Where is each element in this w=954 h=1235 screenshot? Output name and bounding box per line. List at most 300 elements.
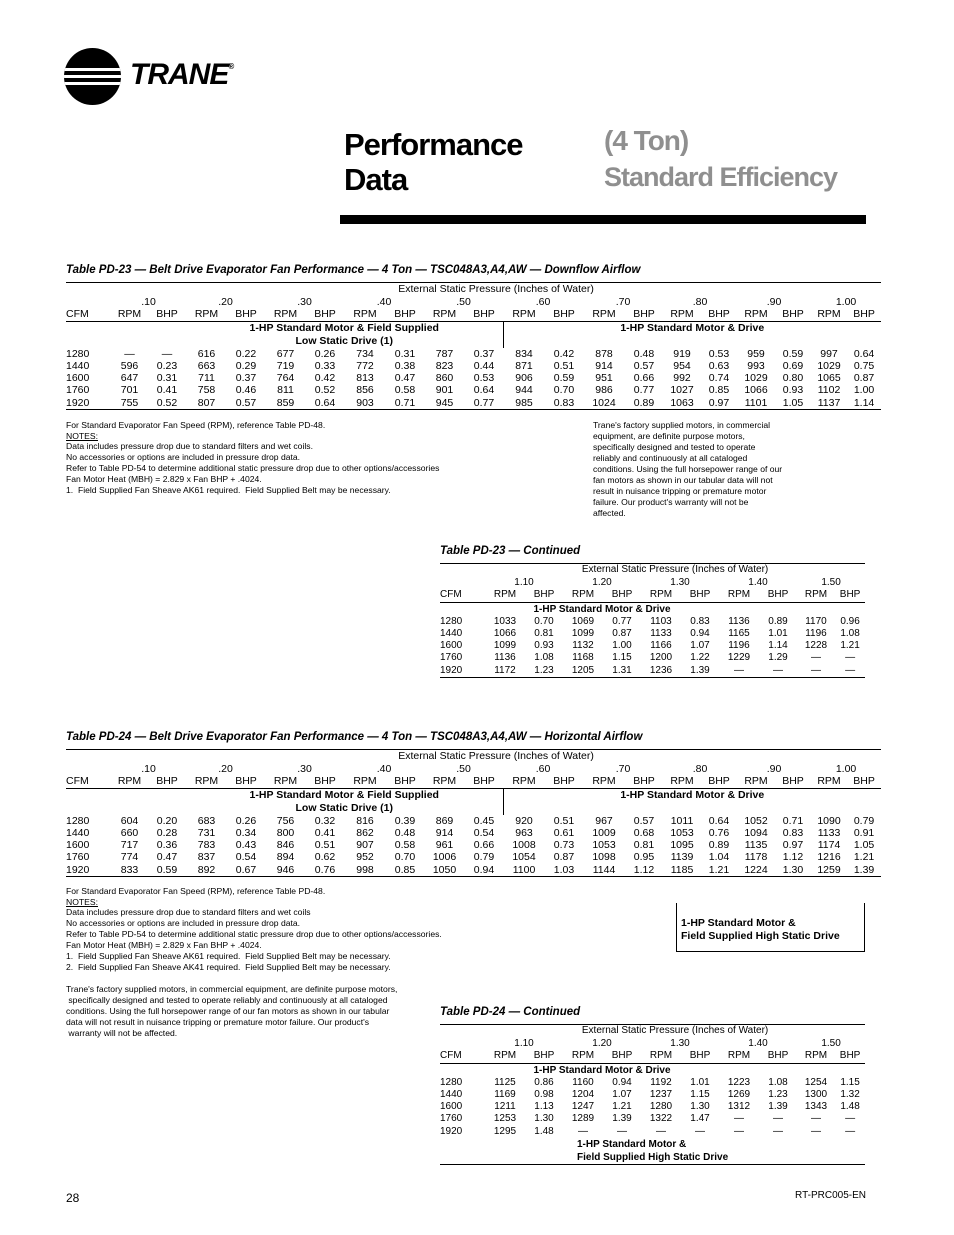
bhp-value: 1.00 [853, 384, 875, 397]
pressure-label: .70 [615, 762, 631, 775]
rpm-value: 616 [197, 347, 216, 360]
bhp-value: 0.77 [465, 397, 503, 410]
rpm-value: — [811, 652, 821, 664]
table-pd23 [66, 282, 881, 410]
rpm-value: 878 [595, 347, 613, 360]
bhp-value: 1.32 [840, 1088, 860, 1100]
rpm-value: 862 [356, 826, 374, 839]
rpm-value: 756 [276, 814, 295, 827]
notes-intro: For Standard Evaporator Fan Speed (RPM), reference Table PD-48. [66, 420, 326, 430]
bhp-value: 1.48 [534, 1125, 554, 1137]
rpm-value: 1160 [572, 1076, 594, 1088]
bhp-value: 0.59 [148, 864, 186, 877]
table-pd24-cont-grid [440, 1024, 865, 1165]
rpm-value: 952 [356, 851, 374, 864]
cfm-value: 1280 [440, 615, 463, 627]
bhp-header: BHP [701, 308, 737, 321]
data-row [66, 827, 881, 839]
pressure-row [66, 763, 881, 776]
bhp-value: 0.89 [625, 397, 663, 410]
rpm-value: 683 [197, 814, 216, 827]
rpm-value: 772 [356, 359, 374, 372]
bhp-value: 1.48 [840, 1101, 860, 1113]
cfm-value: 1280 [66, 347, 90, 360]
rpm-header: RPM [111, 775, 148, 788]
bhp-value: — [161, 347, 173, 360]
rpm-value: — [578, 1125, 588, 1137]
bhp-value: — [759, 665, 797, 678]
rpm-value: 719 [276, 359, 295, 372]
bhp-value: 0.87 [853, 372, 875, 385]
rpm-value: 945 [424, 397, 465, 410]
data-row [66, 348, 881, 360]
drive-band-row [66, 802, 881, 815]
bhp-value: 0.52 [148, 397, 186, 410]
bhp-value: 0.57 [227, 397, 265, 410]
rpm-value: 907 [356, 839, 374, 852]
rpm-value: 1132 [572, 640, 594, 652]
cfm-value: 1440 [440, 1088, 463, 1100]
blank-cell [440, 1063, 485, 1077]
rpm-value: 1312 [727, 1101, 751, 1113]
rpm-value: 860 [435, 372, 454, 385]
esp-header-row [66, 283, 881, 296]
rpm-value: 660 [120, 826, 139, 839]
rpm-value: 1069 [571, 615, 595, 627]
pressure-label: 1.30 [670, 1037, 690, 1049]
bhp-value: 1.03 [545, 864, 583, 877]
pressure-label: .40 [376, 762, 392, 775]
rpm-value: 1165 [728, 627, 750, 639]
table-pd24-cont [440, 1024, 865, 1165]
drive-band-row [440, 1138, 865, 1151]
rpm-value: 1229 [727, 652, 751, 664]
pressure-label: .10 [141, 762, 156, 775]
rpm-header: RPM [797, 589, 835, 602]
bhp-value: — [773, 1113, 783, 1125]
blank-cell [66, 321, 111, 335]
rpm-header: RPM [797, 1050, 835, 1063]
pressure-label: .50 [456, 295, 471, 308]
rpm-value: 1269 [727, 1088, 751, 1100]
rpm-value: 834 [515, 347, 533, 360]
rpm-value: 1289 [571, 1113, 595, 1125]
column-header-row [66, 775, 881, 788]
cfm-value: 1920 [440, 1125, 463, 1137]
bhp-value: 0.61 [553, 826, 575, 839]
bhp-value: 1.21 [612, 1101, 632, 1113]
rpm-value: 701 [120, 384, 139, 397]
cfm-value: 1600 [440, 1101, 463, 1113]
rpm-header: RPM [111, 308, 148, 321]
blank-cell [66, 763, 111, 776]
page-title: Performance Data [344, 127, 523, 197]
rpm-value: 1144 [583, 864, 625, 877]
rpm-value: 946 [265, 864, 306, 877]
rpm-value: 1008 [512, 839, 536, 852]
rpm-value: 992 [673, 372, 691, 385]
rpm-value: 1169 [494, 1088, 516, 1100]
bhp-value: — [845, 1125, 856, 1137]
bhp-value: 0.83 [690, 615, 710, 627]
rpm-header: RPM [737, 775, 775, 788]
bhp-value: — [845, 1113, 856, 1125]
bhp-value: — [695, 1125, 705, 1137]
rpm-value: 1205 [563, 665, 603, 678]
blank-cell [66, 296, 111, 309]
rpm-value: 986 [595, 384, 613, 397]
pressure-label: 1.50 [821, 576, 841, 588]
rpm-value: 787 [435, 347, 454, 360]
bhp-value: 0.57 [633, 359, 655, 372]
bhp-value: 0.97 [782, 839, 804, 852]
bhp-value: 0.64 [853, 347, 875, 360]
rpm-value: 997 [820, 347, 838, 360]
rpm-value: 1101 [737, 397, 775, 410]
cfm-value: 1600 [440, 640, 463, 652]
bhp-value: 0.57 [633, 814, 655, 827]
rpm-value: 1223 [727, 1076, 751, 1088]
bhp-value: 1.29 [768, 652, 788, 664]
rpm-value: 833 [111, 864, 148, 877]
bhp-value: — [773, 1125, 783, 1137]
bhp-value: 0.48 [394, 826, 416, 839]
rpm-value: 967 [595, 814, 613, 827]
bhp-value: 1.07 [690, 640, 710, 652]
bhp-value: 0.54 [235, 851, 257, 864]
bhp-value: 0.26 [235, 814, 257, 827]
pressure-label: 1.20 [592, 576, 612, 588]
bhp-header: BHP [759, 589, 797, 602]
bhp-value: 0.41 [314, 826, 336, 839]
rpm-value: 1196 [805, 627, 827, 639]
bhp-value: 1.00 [612, 640, 632, 652]
rpm-value: 914 [435, 826, 454, 839]
rpm-value: 1259 [811, 864, 847, 877]
rpm-value: 1174 [817, 839, 841, 852]
rpm-value: 1247 [571, 1101, 595, 1113]
rpm-value: 1098 [592, 851, 616, 864]
bhp-value: 0.20 [156, 814, 178, 827]
rpm-header: RPM [563, 589, 603, 602]
bhp-value: 0.69 [782, 359, 804, 372]
rpm-value: 1136 [494, 652, 516, 664]
rpm-value: 663 [197, 359, 216, 372]
notes-header: NOTES: [66, 431, 98, 441]
bhp-value: 1.14 [847, 397, 881, 410]
rpm-value: 894 [276, 851, 295, 864]
bhp-value: 0.94 [612, 1076, 632, 1088]
rpm-value: 1322 [649, 1113, 673, 1125]
rpm-value: 1280 [649, 1101, 673, 1113]
cfm-value: 1760 [440, 1113, 463, 1125]
rpm-value: 1006 [432, 851, 457, 864]
bhp-value: 0.28 [156, 826, 178, 839]
bhp-header: BHP [227, 308, 265, 321]
bhp-header: BHP [847, 775, 881, 788]
drive-band-row [440, 1063, 865, 1077]
rpm-value: 1009 [592, 826, 616, 839]
bhp-value: 1.01 [768, 627, 788, 639]
rpm-value: 1027 [670, 384, 694, 397]
bhp-value: 0.66 [473, 839, 495, 852]
bhp-value: 0.83 [545, 397, 583, 410]
rpm-value: 1102 [817, 384, 841, 397]
cfm-value: 1280 [66, 814, 90, 827]
bhp-value: 1.21 [840, 640, 860, 652]
bhp-value: — [835, 665, 865, 678]
rpm-value: 807 [186, 397, 227, 410]
bhp-value: 0.46 [235, 384, 257, 397]
bhp-value: 1.15 [840, 1076, 860, 1088]
rpm-value: 711 [198, 372, 215, 385]
bhp-value: 0.94 [690, 627, 710, 639]
rpm-value: 1178 [744, 851, 768, 864]
bhp-value: 0.54 [473, 826, 495, 839]
rpm-value: 1052 [744, 814, 768, 827]
bhp-header: BHP [847, 308, 881, 321]
drive-band-label: Low Static Drive (1) [186, 335, 503, 348]
blank-cell [485, 1138, 563, 1151]
pressure-row [66, 296, 881, 309]
bhp-header: BHP [386, 775, 424, 788]
bhp-value: 0.37 [473, 347, 495, 360]
bhp-value: 0.76 [306, 864, 344, 877]
rpm-value: 1090 [817, 814, 841, 827]
bhp-value: 0.51 [314, 839, 336, 852]
table-pd24-notes [66, 886, 442, 1039]
rpm-value: 1216 [817, 851, 841, 864]
cfm-header: CFM [66, 308, 111, 321]
data-row [440, 616, 865, 628]
drive-band-label: 1-HP Standard Motor & Field Supplied [186, 321, 503, 335]
bhp-value: 1.08 [534, 652, 554, 664]
cfm-header: CFM [440, 589, 485, 602]
bhp-header: BHP [306, 775, 344, 788]
rpm-value: — [734, 1113, 744, 1125]
pressure-label: .60 [535, 295, 551, 308]
rpm-value: 764 [276, 372, 295, 385]
bhp-value: 0.93 [782, 384, 804, 397]
pressure-label: .40 [376, 295, 392, 308]
blank-cell [111, 335, 186, 348]
rpm-header: RPM [811, 308, 847, 321]
bhp-header: BHP [701, 775, 737, 788]
table-pd24-caption: Table PD-24 — Belt Drive Evaporator Fan Performance — 4 Ton — TSC048A3,A4,AW — Horizontal Airflow [66, 731, 643, 743]
blank-cell [440, 1025, 485, 1038]
rpm-header: RPM [186, 308, 227, 321]
cfm-value: 1440 [66, 359, 90, 372]
bhp-value: 0.87 [553, 851, 575, 864]
data-row [440, 665, 865, 678]
notes-body: Data includes pressure drop due to standard filters and wet coils. No accessories or options are included in pressure drop data. Refer to Table PD-54 to determine additional static pressure drop due to other options/accessories Fan Motor Heat (MBH) = 2.829 x Fan BHP + .4024. 1. Field Supplied Fan Sheave AK61 required. Field Supplied Belt may be necessary. [66, 441, 440, 495]
bhp-value: 0.44 [473, 359, 495, 372]
rpm-value: 903 [344, 397, 386, 410]
pressure-label: 1.20 [592, 1037, 612, 1049]
rpm-value: 1343 [804, 1101, 828, 1113]
bhp-value: 0.53 [473, 372, 495, 385]
rpm-header: RPM [663, 775, 701, 788]
cfm-value: 1760 [440, 652, 463, 664]
drive-band-label: 1-HP Standard Motor & Drive [620, 788, 765, 801]
esp-header: External Static Pressure (Inches of Water) [485, 564, 865, 577]
rpm-value: 604 [120, 814, 139, 827]
bhp-value: 0.38 [394, 359, 416, 372]
rpm-value: 1103 [650, 615, 672, 627]
rpm-header: RPM [719, 1050, 759, 1063]
rpm-header: RPM [663, 308, 701, 321]
rpm-value: 914 [595, 359, 613, 372]
rpm-value: 1094 [744, 826, 768, 839]
cfm-value: 1920 [66, 864, 111, 877]
rpm-value: 1024 [583, 397, 625, 410]
bhp-value: 1.30 [534, 1113, 554, 1125]
rpm-value: 1228 [804, 640, 828, 652]
high-static-drive-box: 1-HP Standard Motor & Field Supplied High Static Drive [676, 903, 865, 952]
rpm-header: RPM [583, 775, 625, 788]
bhp-value: 0.79 [473, 851, 495, 864]
rpm-header: RPM [485, 589, 525, 602]
table-pd23-grid [66, 282, 881, 410]
pressure-label: 1.00 [835, 295, 857, 308]
rpm-value: 758 [197, 384, 216, 397]
bhp-value: 0.91 [853, 826, 875, 839]
pressure-label: .80 [692, 762, 708, 775]
rpm-value: 859 [265, 397, 306, 410]
rpm-value: 1185 [663, 864, 701, 877]
rpm-value: 774 [120, 851, 139, 864]
rpm-header: RPM [737, 308, 775, 321]
table-pd24-cont-caption: Table PD-24 — Continued [440, 1006, 581, 1018]
rpm-value: 1053 [670, 826, 694, 839]
table-pd23-notes [66, 420, 439, 496]
bhp-value: 0.68 [633, 826, 655, 839]
rpm-value: 869 [435, 814, 454, 827]
esp-header-row [440, 564, 865, 577]
esp-header-row [66, 750, 881, 763]
bhp-value: 0.33 [314, 359, 336, 372]
rpm-value: 1200 [649, 652, 673, 664]
rpm-header: RPM [186, 775, 227, 788]
pressure-label: .30 [297, 295, 312, 308]
drive-band-label: 1-HP Standard Motor & Drive [620, 321, 765, 334]
rpm-value: 596 [120, 359, 139, 372]
rpm-value: 1139 [670, 851, 694, 864]
pressure-label: .90 [766, 762, 782, 775]
column-header-row [440, 1050, 865, 1063]
rpm-value: 985 [503, 397, 545, 410]
bhp-value: 0.94 [465, 864, 503, 877]
rpm-value: 1063 [663, 397, 701, 410]
esp-header: External Static Pressure (Inches of Water) [111, 750, 881, 763]
pressure-label: 1.30 [670, 576, 690, 588]
table-pd23-cont-grid [440, 563, 865, 678]
bhp-value: 0.79 [853, 814, 875, 827]
bhp-value: 0.36 [156, 839, 178, 852]
rpm-header: RPM [719, 589, 759, 602]
rpm-header: RPM [583, 308, 625, 321]
bhp-value: 1.13 [534, 1101, 554, 1113]
pressure-label: .60 [535, 762, 551, 775]
bhp-value: 1.05 [775, 397, 811, 410]
bhp-value: 0.89 [708, 839, 730, 852]
trane-logo-text: TRANE® [130, 58, 234, 91]
rpm-value: 1050 [424, 864, 465, 877]
bhp-value: 0.42 [314, 372, 336, 385]
bhp-value: 0.89 [768, 615, 788, 627]
bhp-value: 0.51 [553, 814, 575, 827]
bhp-value: 0.95 [633, 851, 655, 864]
rpm-value: 856 [356, 384, 374, 397]
notes-intro: For Standard Evaporator Fan Speed (RPM), reference Table PD-48. [66, 886, 326, 896]
data-row [440, 1126, 865, 1138]
rpm-value: 1125 [494, 1076, 516, 1088]
pressure-label: .80 [692, 295, 708, 308]
pressure-label: .30 [297, 762, 312, 775]
bhp-value: 0.98 [534, 1088, 554, 1100]
bhp-value: 0.80 [782, 372, 804, 385]
drive-band-label: 1-HP Standard Motor & Drive [533, 1064, 671, 1076]
bhp-value: 1.39 [612, 1113, 632, 1125]
blank-cell [797, 1151, 865, 1165]
warranty-note: Trane's factory supplied motors, in commercial equipment, are definite purpose motors, specifically designed and tested to operate reliably and continuously at all cataloged conditions. Using the full horsepower range of our fan motors as shown in our tabular data will not result in nuisance tripping or premature motor failure. Our product's warranty will not be affected. [593, 420, 783, 518]
rpm-header: RPM [265, 775, 306, 788]
rpm-value: 1137 [811, 397, 847, 410]
bhp-value: 0.64 [306, 397, 344, 410]
rpm-value: 1133 [650, 627, 672, 639]
bhp-value: 0.48 [633, 347, 655, 360]
bhp-value: 1.21 [701, 864, 737, 877]
bhp-value: 0.51 [553, 359, 575, 372]
bhp-value: 1.08 [768, 1076, 788, 1088]
drive-band-label: 1-HP Standard Motor & [577, 1138, 687, 1150]
bhp-value: 0.96 [840, 615, 860, 627]
data-row [440, 1113, 865, 1125]
rpm-value: 1100 [503, 864, 545, 877]
data-row [66, 839, 881, 851]
rpm-value: — [797, 665, 835, 678]
rpm-value: 731 [197, 826, 216, 839]
rpm-value: 837 [197, 851, 216, 864]
bhp-value: 1.30 [775, 864, 811, 877]
bhp-value: 1.01 [690, 1076, 710, 1088]
cfm-value: 1760 [66, 384, 90, 397]
esp-header: External Static Pressure (Inches of Water) [485, 1025, 865, 1038]
cfm-header: CFM [66, 775, 111, 788]
bhp-header: BHP [835, 589, 865, 602]
bhp-value: 0.41 [156, 384, 178, 397]
data-row [66, 815, 881, 827]
bhp-value: 0.85 [386, 864, 424, 877]
rpm-value: 1168 [572, 652, 594, 664]
bhp-value: 0.86 [534, 1076, 554, 1088]
rpm-value: 944 [515, 384, 533, 397]
bhp-value: 0.42 [553, 347, 575, 360]
blank-cell [440, 1038, 485, 1051]
rpm-header: RPM [265, 308, 306, 321]
bhp-value: 0.62 [314, 851, 336, 864]
bhp-value: 0.63 [708, 359, 730, 372]
rpm-header: RPM [503, 775, 545, 788]
drive-band-row [440, 602, 865, 616]
document-number: RT-PRC005-EN [795, 1190, 866, 1201]
cfm-value: 1920 [66, 397, 111, 410]
rpm-value: 993 [747, 359, 765, 372]
rpm-value: 1204 [571, 1088, 595, 1100]
blank-cell [797, 1138, 865, 1151]
esp-header: External Static Pressure (Inches of Water) [111, 283, 881, 296]
bhp-header: BHP [545, 308, 583, 321]
